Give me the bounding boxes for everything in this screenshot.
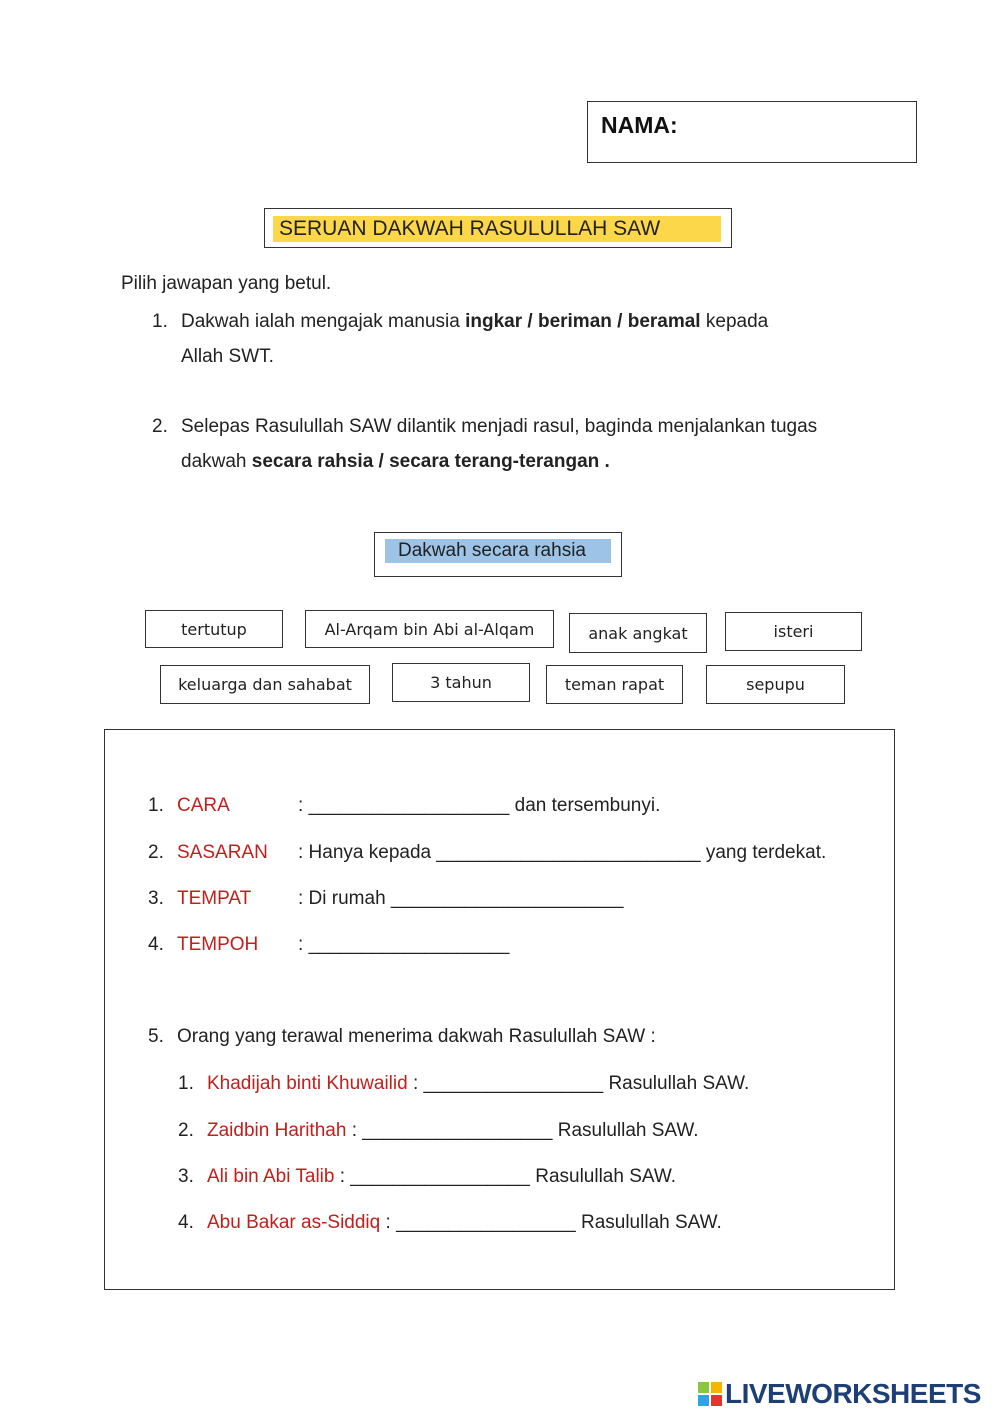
- sub-number: 4.: [178, 1212, 194, 1233]
- sub-mid: :: [346, 1120, 363, 1141]
- person-name: Abu Bakar as-Siddiq: [207, 1212, 381, 1233]
- sub-mid: :: [407, 1073, 424, 1094]
- sub-item: [207, 1212, 722, 1234]
- q1-line2: Allah SWT.: [181, 346, 274, 367]
- sub-post: Rasulullah SAW.: [603, 1073, 750, 1094]
- q2-options[interactable]: secara rahsia / secara terang-terangan .: [251, 451, 610, 472]
- answer-blank[interactable]: ___________________: [308, 795, 510, 816]
- answer-blank[interactable]: _________________________: [436, 842, 701, 863]
- name-box[interactable]: [587, 101, 917, 163]
- answer-blank[interactable]: ___________________: [308, 934, 510, 955]
- item-answer-line: [298, 795, 660, 817]
- brand-name: LIVEWORKSHEETS: [725, 1378, 981, 1409]
- item-label: SASARAN: [177, 842, 268, 863]
- q5-number: 5.: [148, 1026, 164, 1047]
- item-number: 2.: [148, 842, 164, 863]
- q5-text: Orang yang terawal menerima dakwah Rasulullah SAW :: [177, 1026, 656, 1047]
- item-label: TEMPOH: [177, 934, 259, 955]
- sub-post: Rasulullah SAW.: [575, 1212, 722, 1233]
- q1-pre: Dakwah ialah mengajak manusia: [181, 311, 466, 332]
- section-title: Dakwah secara rahsia: [398, 540, 586, 561]
- item-answer-line: [298, 842, 826, 864]
- sub-mid: :: [334, 1166, 351, 1187]
- q2-number: 2.: [152, 416, 168, 437]
- item-pre: :: [298, 795, 309, 816]
- item-answer-line: [298, 888, 623, 910]
- q2-pre: dakwah: [181, 451, 252, 472]
- page-title: SERUAN DAKWAH RASULULLAH SAW: [279, 217, 661, 240]
- title-box: [264, 208, 732, 248]
- person-name: Zaidbin Harithah: [207, 1120, 347, 1141]
- item-post: yang terdekat.: [700, 842, 827, 863]
- q2-line2: [181, 451, 610, 473]
- sub-post: Rasulullah SAW.: [529, 1166, 677, 1187]
- sub-number: 1.: [178, 1073, 194, 1094]
- sub-number: 2.: [178, 1120, 194, 1141]
- q1-post: kepada: [700, 311, 769, 332]
- item-number: 1.: [148, 795, 164, 816]
- q1-options[interactable]: ingkar / beriman / beramal: [465, 311, 701, 332]
- section-title-box: [374, 532, 622, 577]
- sub-item: [207, 1073, 749, 1095]
- word-tile[interactable]: tertutup: [145, 610, 283, 648]
- answer-blank[interactable]: _________________: [350, 1166, 530, 1187]
- word-tile[interactable]: 3 tahun: [392, 663, 530, 702]
- item-pre: : Di rumah: [298, 888, 391, 909]
- item-number: 4.: [148, 934, 164, 955]
- item-label: CARA: [177, 795, 230, 816]
- item-number: 3.: [148, 888, 164, 909]
- name-label: NAMA:: [601, 112, 678, 138]
- instruction: Pilih jawapan yang betul.: [121, 273, 332, 294]
- answer-blank[interactable]: ______________________: [390, 888, 624, 909]
- q1-text: [181, 311, 768, 333]
- sub-item: [207, 1166, 676, 1188]
- answer-blank[interactable]: _________________: [396, 1212, 576, 1233]
- q2-line1: Selepas Rasulullah SAW dilantik menjadi rasul, baginda menjalankan tugas: [181, 416, 818, 437]
- word-tile[interactable]: teman rapat: [546, 665, 683, 704]
- sub-post: Rasulullah SAW.: [552, 1120, 699, 1141]
- item-pre: : Hanya kepada: [298, 842, 437, 863]
- q1-number: 1.: [152, 311, 168, 332]
- word-tile[interactable]: sepupu: [706, 665, 845, 704]
- person-name: Khadijah binti Khuwailid: [207, 1073, 408, 1094]
- item-answer-line: [298, 934, 509, 956]
- answer-blank[interactable]: _________________: [423, 1073, 604, 1094]
- item-label: TEMPAT: [177, 888, 252, 909]
- person-name: Ali bin Abi Talib: [207, 1166, 335, 1187]
- item-pre: :: [298, 934, 309, 955]
- word-tile[interactable]: anak angkat: [569, 613, 707, 653]
- word-tile[interactable]: keluarga dan sahabat: [160, 665, 370, 704]
- sub-mid: :: [380, 1212, 397, 1233]
- sub-item: [207, 1120, 699, 1142]
- sub-number: 3.: [178, 1166, 194, 1187]
- liveworksheets-logo: [698, 1378, 981, 1410]
- logo-blocks-icon: [698, 1382, 722, 1406]
- item-post: dan tersembunyi.: [509, 795, 661, 816]
- word-tile[interactable]: isteri: [725, 612, 862, 651]
- answer-blank[interactable]: __________________: [362, 1120, 553, 1141]
- word-tile[interactable]: Al-Arqam bin Abi al-Alqam: [305, 610, 554, 648]
